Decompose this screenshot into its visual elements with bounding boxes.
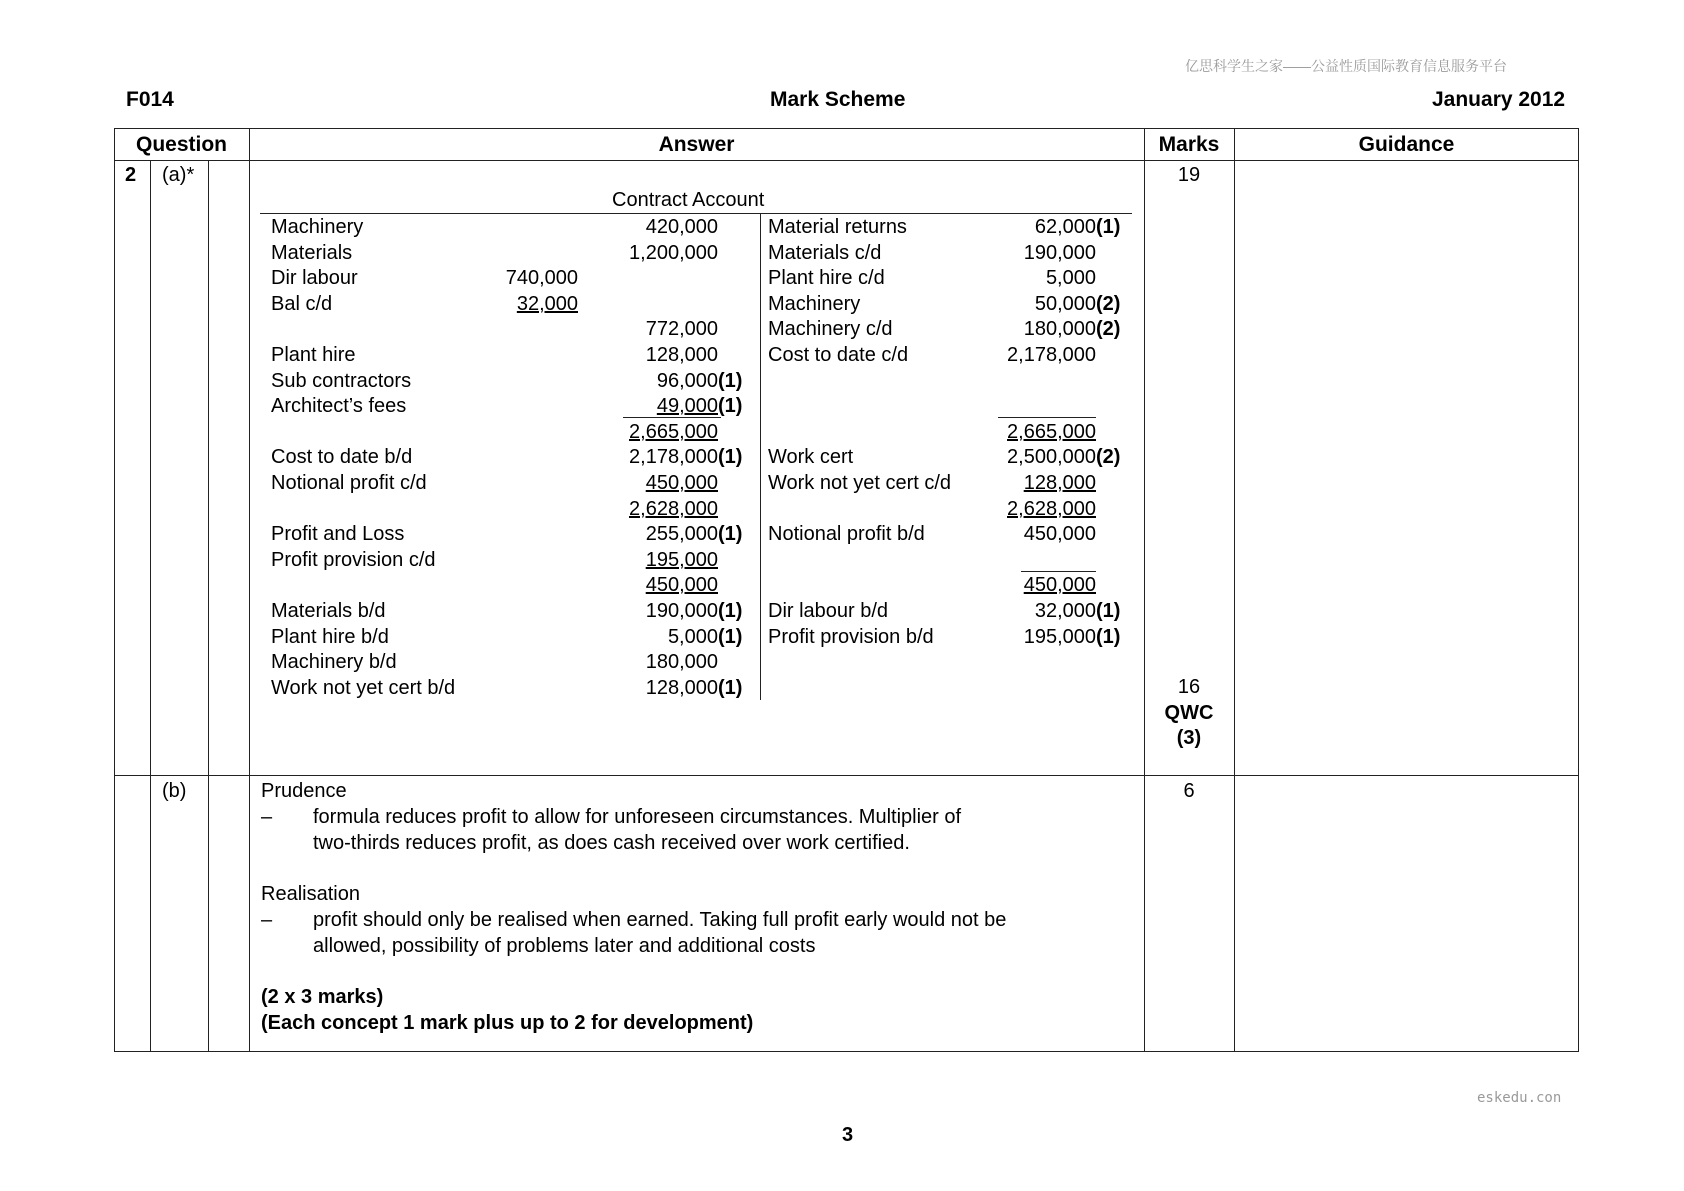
debit-label: Architect’s fees [271,395,407,417]
debit-amount: 772,000 [645,318,718,340]
debit-amount: 180,000 [645,651,718,673]
credit-label: Cost to date c/d [768,344,909,366]
credit-amount: 195,000 [1023,626,1096,648]
debit-mark: (1) [718,446,743,468]
debit-amount: 1,200,000 [629,242,718,264]
debit-label: Work not yet cert b/d [271,677,456,699]
credit-label: Work cert [768,446,854,468]
credit-label: Dir labour b/d [768,600,889,622]
prudence-heading: Prudence [261,780,347,802]
credit-amount: 2,500,000 [1007,446,1096,468]
debit-label: Materials b/d [271,600,386,622]
account-top-rule [260,213,1132,214]
debit-mark: (1) [718,370,743,392]
debit-subtotal: 740,000 [505,267,578,289]
credit-label: Material returns [768,216,907,238]
debit-mark: (1) [718,626,743,648]
col-divider-guidance [1234,128,1235,1052]
credit-amount: 2,628,000 [1007,498,1096,520]
debit-amount: 96,000 [656,370,718,392]
credit-mark: (2) [1096,318,1121,340]
credit-mark: (2) [1096,446,1121,468]
debit-label: Bal c/d [271,293,333,315]
header-divider [114,160,1579,161]
debit-mark: (1) [718,395,743,417]
page-title: Mark Scheme [770,88,906,111]
debit-amount: 190,000 [645,600,718,622]
question-part-a: (a)* [162,164,195,186]
credit-label: Plant hire c/d [768,267,885,289]
credit-amount: 128,000 [1023,472,1096,494]
credit-rule-2 [1021,571,1096,572]
credit-rule-1 [998,417,1096,418]
debit-mark: (1) [718,600,743,622]
debit-amount: 2,178,000 [629,446,718,468]
account-centre-rule [760,213,761,700]
debit-amount: 2,628,000 [629,498,718,520]
debit-label: Plant hire b/d [271,626,389,648]
realisation-heading: Realisation [261,883,360,905]
credit-mark: (1) [1096,216,1121,238]
credit-mark: (1) [1096,626,1121,648]
debit-label: Notional profit c/d [271,472,427,494]
debit-label: Profit provision c/d [271,549,436,571]
debit-amount: 5,000 [667,626,718,648]
debit-mark: (1) [718,523,743,545]
watermark-domain: eskedu.con [1477,1090,1562,1106]
credit-amount: 450,000 [1023,574,1096,596]
qwc-label: QWC [1164,702,1214,724]
debit-subtotal: 32,000 [516,293,578,315]
marks-note-2: (Each concept 1 mark plus up to 2 for development) [261,1012,754,1034]
bullet-dash: – [261,909,273,931]
marks-part-a: 19 [1177,164,1201,186]
header-answer: Answer [658,133,735,156]
marks-note-1: (2 x 3 marks) [261,986,384,1008]
debit-label: Machinery [271,216,364,238]
col-divider-q2 [208,160,209,1052]
page-number: 3 [842,1124,854,1146]
credit-label: Machinery c/d [768,318,893,340]
debit-label: Sub contractors [271,370,412,392]
debit-label: Materials [271,242,353,264]
header-question: Question [135,133,227,156]
bullet-dash: – [261,806,273,828]
credit-label: Profit provision b/d [768,626,934,648]
row-divider [114,775,1579,776]
header-marks: Marks [1158,133,1220,156]
question-part-b: (b) [162,780,187,802]
question-number: 2 [125,164,137,186]
credit-amount: 2,665,000 [1007,421,1096,443]
debit-label: Dir labour [271,267,358,289]
credit-label: Notional profit b/d [768,523,925,545]
debit-rule-1 [623,417,721,418]
realisation-text-2: allowed, possibility of problems later and additional costs [313,935,816,957]
debit-mark: (1) [718,677,743,699]
credit-mark: (2) [1096,293,1121,315]
debit-label: Cost to date b/d [271,446,413,468]
credit-amount: 62,000 [1034,216,1096,238]
debit-amount: 128,000 [645,677,718,699]
marks-part-b: 6 [1183,780,1195,802]
watermark-text: 亿思科学生之家——公益性质国际教育信息服务平台 [1185,58,1507,74]
marks-sub: 16 [1177,676,1201,698]
debit-amount: 49,000 [656,395,718,417]
credit-amount: 450,000 [1023,523,1096,545]
debit-amount: 255,000 [645,523,718,545]
paper-code: F014 [126,88,174,111]
credit-mark: (1) [1096,600,1121,622]
credit-amount: 190,000 [1023,242,1096,264]
debit-label: Plant hire [271,344,356,366]
debit-label: Machinery b/d [271,651,397,673]
header-guidance: Guidance [1358,133,1455,156]
debit-amount: 420,000 [645,216,718,238]
debit-amount: 128,000 [645,344,718,366]
prudence-text-2: two-thirds reduces profit, as does cash received over work certified. [313,832,910,854]
col-divider-answer [249,128,250,1052]
col-divider-marks [1144,128,1145,1052]
debit-amount: 450,000 [645,472,718,494]
realisation-text-1: profit should only be realised when earned. Taking full profit early would not be [313,909,1007,931]
credit-amount: 5,000 [1045,267,1096,289]
credit-label: Materials c/d [768,242,882,264]
credit-amount: 2,178,000 [1007,344,1096,366]
prudence-text-1: formula reduces profit to allow for unforeseen circumstances. Multiplier of [313,806,962,828]
qwc-marks: (3) [1176,727,1202,749]
exam-date: January 2012 [1432,88,1566,111]
credit-amount: 32,000 [1034,600,1096,622]
debit-label: Profit and Loss [271,523,405,545]
col-divider-q1 [150,160,151,1052]
credit-label: Work not yet cert c/d [768,472,952,494]
credit-label: Machinery [768,293,861,315]
debit-amount: 195,000 [645,549,718,571]
account-title: Contract Account [612,189,765,211]
debit-amount: 450,000 [645,574,718,596]
credit-amount: 50,000 [1034,293,1096,315]
credit-amount: 180,000 [1023,318,1096,340]
debit-amount: 2,665,000 [629,421,718,443]
